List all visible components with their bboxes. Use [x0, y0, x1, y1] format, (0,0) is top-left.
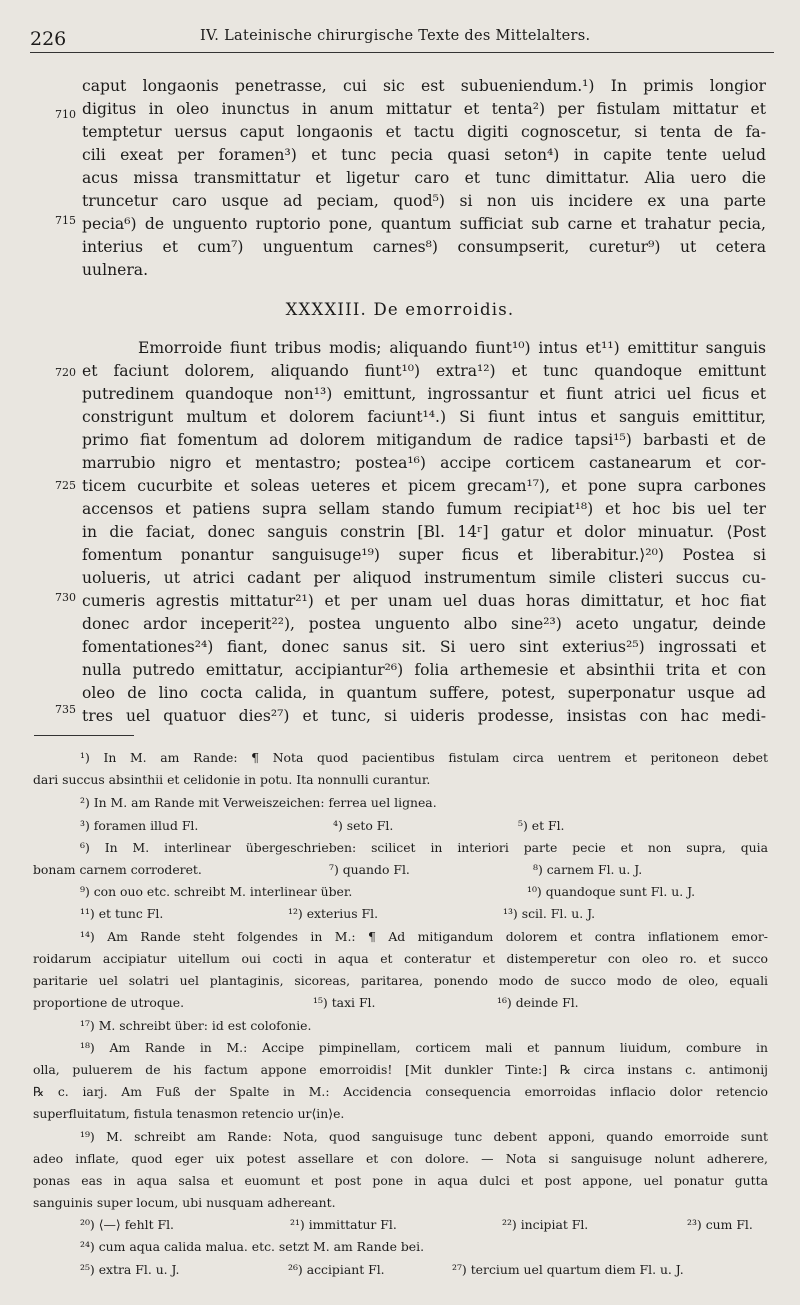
footnote: ⁵) et Fl. [518, 818, 565, 833]
text-line: constrigunt multum et dolorem faciunt¹⁴.) Si fiunt intus et sanguis emittitur, [82, 408, 766, 426]
footnote: ponas eas in aqua salsa et euomunt et post pone in aqua dulci et post appone, uel ponatur gutta [33, 1173, 768, 1188]
page-number: 226 [30, 28, 67, 50]
footnote: roidarum accipiatur uitellum oui cocti in aqua et conteratur et distemperetur con oleo ro. et succo [33, 951, 768, 966]
section-heading: XXXXIII. De emorroidis. [285, 300, 515, 319]
text-line: interius et cum⁷) unguentum carnes⁸) consumpserit, curetur⁹) ut cetera [82, 238, 766, 256]
line-number: 730 [55, 591, 76, 604]
footnote: superfluitatum, fistula tenasmon retencio ur⟨in⟩e. [33, 1106, 345, 1121]
text-line: primo fiat fomentum ad dolorem mitigandum de radice tapsi¹⁵) barbasti et de [82, 431, 766, 449]
text-line: marrubio nigro et mentastro; postea¹⁶) accipe corticem castanearum et cor- [82, 454, 766, 472]
footnote: ¹²) exterius Fl. [288, 906, 379, 921]
footnote: ²) In M. am Rande mit Verweiszeichen: ferrea uel lignea. [80, 795, 437, 810]
footnote: ⁶) In M. interlinear übergeschrieben: scilicet in interiori parte pecie et non supra, quia [80, 840, 768, 855]
footnote: ¹⁴) Am Rande steht folgendes in M.: ¶ Ad mitigandum dolorem et contra inflationem emor- [80, 929, 768, 944]
footnote: ⁷) quando Fl. [329, 862, 410, 877]
footnote: ³) foramen illud Fl. [80, 818, 199, 833]
text-line: fomentum ponantur sanguisuge¹⁹) super ficus et liberabitur.⟩²⁰) Postea si [82, 546, 766, 564]
footnote: ²⁵) extra Fl. u. J. [80, 1262, 180, 1277]
footnote: ²¹) immittatur Fl. [290, 1217, 397, 1232]
running-head: IV. Lateinische chirurgische Texte des Mittelalters. [200, 28, 591, 44]
text-line: fomentationes²⁴) fiant, donec sanus sit. Si uero sint exterius²⁵) ingrossati et [82, 638, 766, 656]
footnote-rule [34, 735, 134, 736]
footnote: ¹⁹) M. schreibt am Rande: Nota, quod sanguisuge tunc debent apponi, quando emorroide sunt [80, 1129, 768, 1144]
footnote: ²²) incipiat Fl. [502, 1217, 589, 1232]
text-line: ticem cucurbite et soleas ueteres et picem grecam¹⁷), et pone supra carbones [82, 477, 766, 495]
text-line: temptetur uersus caput longaonis et tactu digiti cognoscetur, si tenta de fa- [82, 123, 766, 141]
footnote: ²⁷) tercium uel quartum diem Fl. u. J. [452, 1262, 684, 1277]
text-line: nulla putredo emittatur, accipiantur²⁶) folia arthemesie et absinthii trita et con [82, 661, 766, 679]
line-number: 735 [55, 703, 76, 716]
text-line: digitus in oleo inunctus in anum mittatur et tenta²) per fistulam mittatur et [82, 100, 766, 118]
footnote: dari succus absinthii et celidonie in potu. Ita nonnulli curantur. [33, 772, 431, 787]
footnote: ²⁶) accipiant Fl. [288, 1262, 385, 1277]
text-line: uulnera. [82, 261, 149, 279]
text-line: cili exeat per foramen³) et tunc pecia quasi seton⁴) in capite tente uelud [82, 146, 766, 164]
footnote: ¹⁵) taxi Fl. [313, 995, 376, 1010]
footnote: paritarie uel solatri uel plantaginis, sicoreas, paritarea, ponendo modo de succo modo de oleo, equali [33, 973, 768, 988]
text-line: Emorroide fiunt tribus modis; aliquando fiunt¹⁰) intus et¹¹) emittitur sanguis [138, 339, 766, 357]
text-line: truncetur caro usque ad peciam, quod⁵) si non uis incidere ex una parte [82, 192, 766, 210]
footnote: proportione de utroque. [33, 995, 185, 1010]
footnote: ²³) cum Fl. [687, 1217, 753, 1232]
text-line: accensos et patiens supra sellam stando fumum recipiat¹⁸) et hoc bis uel ter [82, 500, 766, 518]
footnote: ⁴) seto Fl. [333, 818, 394, 833]
line-number: 725 [55, 479, 76, 492]
line-number: 720 [55, 366, 76, 379]
footnote: bonam carnem corroderet. [33, 862, 202, 877]
footnote: adeo inflate, quod eger uix potest assellare et con dolore. — Nota si sanguisuge nolunt adherere, [33, 1151, 768, 1166]
footnote: ⁸) carnem Fl. u. J. [533, 862, 643, 877]
footnote: ℞ c. iarj. Am Fuß der Spalte in M.: Accidencia consequencia emorroidas inflacio dolor retencio [33, 1084, 768, 1099]
footnote: olla, puluerem de his factum appone emorroidis! [Mit dunkler Tinte:] ℞ circa instans c. antimonij [33, 1062, 768, 1077]
page-header [30, 22, 774, 53]
footnote: ²⁰) ⟨—⟩ fehlt Fl. [80, 1217, 174, 1232]
text-line: pecia⁶) de unguento ruptorio pone, quantum sufficiat sub carne et trahatur pecia, [82, 215, 766, 233]
text-line: oleo de lino cocta calida, in quantum suffere, potest, superponatur usque ad [82, 684, 766, 702]
text-line: caput longaonis penetrasse, cui sic est subueniendum.¹) In primis longior [82, 77, 766, 95]
text-line: acus missa transmittatur et ligetur caro et tunc dimittatur. Alia uero die [82, 169, 766, 187]
text-line: putredinem quandoque non¹³) emittunt, ingrossantur et fiunt atrici uel ficus et [82, 385, 766, 403]
footnote: ¹⁸) Am Rande in M.: Accipe pimpinellam, corticem mali et pannum liuidum, combure in [80, 1040, 768, 1055]
text-line: uolueris, ut atrici cadant per aliquod instrumentum simile clisteri succus cu- [82, 569, 766, 587]
footnote: ¹) In M. am Rande: ¶ Nota quod pacientibus fistulam circa uentrem et peritoneon debet [80, 750, 768, 765]
footnote: ¹⁶) deinde Fl. [497, 995, 579, 1010]
footnote: ¹³) scil. Fl. u. J. [503, 906, 596, 921]
text-line: et faciunt dolorem, aliquando fiunt¹⁰) extra¹²) et tunc quandoque emittunt [82, 362, 766, 380]
line-number: 710 [55, 108, 76, 121]
text-line: cumeris agrestis mittatur²¹) et per unam uel duas horas dimittatur, et hoc fiat [82, 592, 766, 610]
line-number: 715 [55, 214, 76, 227]
text-line: donec ardor inceperit²²), postea unguento albo sine²³) aceto ungatur, deinde [82, 615, 766, 633]
footnote: ⁹) con ouo etc. schreibt M. interlinear über. [80, 884, 353, 899]
footnote: ¹⁰) quandoque sunt Fl. u. J. [527, 884, 696, 899]
footnote: ¹¹) et tunc Fl. [80, 906, 164, 921]
text-line: in die faciat, donec sanguis constrin [Bl. 14ʳ] gatur et dolor minuatur. ⟨Post [82, 523, 766, 541]
footnote: sanguinis super locum, ubi nusquam adhereant. [33, 1195, 336, 1210]
footnote: ¹⁷) M. schreibt über: id est colofonie. [80, 1018, 312, 1033]
footnote: ²⁴) cum aqua calida malua. etc. setzt M. am Rande bei. [80, 1239, 425, 1254]
text-line: tres uel quatuor dies²⁷) et tunc, si uideris prodesse, insistas con hac medi- [82, 707, 766, 725]
